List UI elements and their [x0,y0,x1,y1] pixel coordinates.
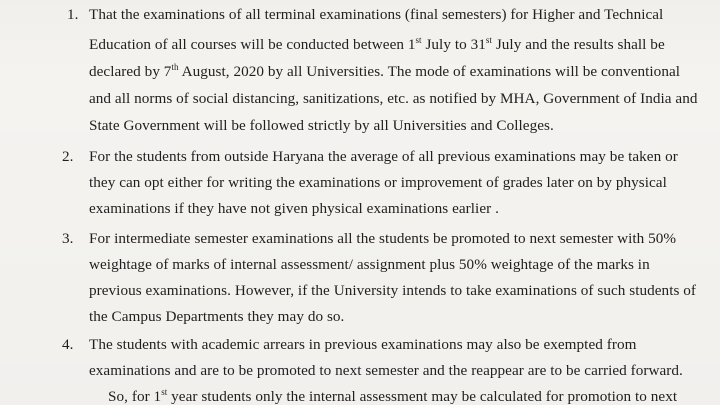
item-4-line-2: examinations and are to be promoted to next semester and the reappear are to be carried forward. [89,362,683,379]
item-1-line-2-sup-2: st [485,35,492,45]
item-1-line-3 [89,64,680,79]
item-1-line-3-sup-1: th [171,62,179,72]
item-4-line-3-part-1: So, for 1 [108,388,162,405]
item-2-line-3: examinations if they have not given physical examinations earlier . [89,200,499,217]
item-1-line-4: and all norms of social distancing, sanitizations, etc. as notified by MHA, Government of India and [89,90,698,107]
item-1-line-3-part-2: August, 2020 by all Universities. The mode of examinations will be conventional [178,63,681,80]
item-3-number: 3. [62,230,74,247]
item-3-line-2: weightage of marks of internal assessment/ assignment plus 50% weightage of the marks in [89,256,650,273]
item-4-line-3 [108,389,677,404]
item-1-line-1: That the examinations of all terminal examinations (final semesters) for Higher and Technical [89,6,664,23]
item-4-number: 4. [62,336,74,353]
item-1-line-2-part-3: July and the results shall be [491,36,665,53]
item-4-line-1: The students with academic arrears in previous examinations may also be exempted from [89,336,637,353]
item-1-line-2-part-2: July to 31 [421,36,486,53]
item-2-line-2: they can opt either for writing the examinations or improvement of grades later on by physical [89,174,667,191]
item-1-number: 1. [67,6,79,23]
item-3-line-1: For intermediate semester examinations all the students be promoted to next semester with 50% [89,230,677,247]
item-1-line-3-part-1: declared by 7 [89,63,172,80]
item-4-line-3-sup-1: st [161,387,168,397]
item-1-line-5: State Government will be followed strictly by all Universities and Colleges. [89,117,554,134]
item-3-line-3: previous examinations. However, if the University intends to take examinations of such students of [89,282,697,299]
item-1-line-2 [89,37,665,52]
item-1-line-2-part-1: Education of all courses will be conducted between 1 [89,36,416,53]
item-2-number: 2. [62,148,74,165]
item-3-line-4: the Campus Departments they may do so. [89,308,345,325]
item-2-line-1: For the students from outside Haryana the average of all previous examinations may be taken or [89,148,678,165]
item-1-line-2-sup-1: st [415,35,422,45]
item-4-line-3-part-2: year students only the internal assessment may be calculated for promotion to next [167,388,678,405]
